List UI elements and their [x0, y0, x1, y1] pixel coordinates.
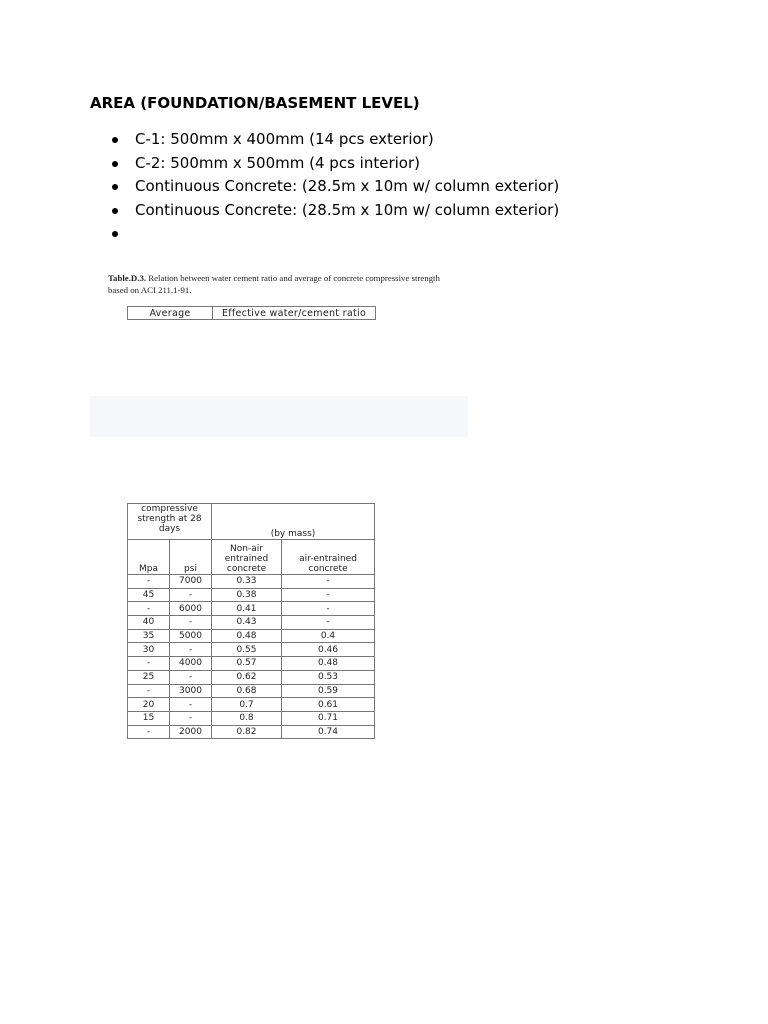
table-cell: - — [170, 711, 212, 725]
table-cell: 35 — [128, 629, 170, 643]
table-row — [128, 657, 375, 671]
table-cell: - — [282, 588, 375, 602]
table-cell: 0.41 — [212, 602, 282, 616]
list-item-text: C-1: 500mm x 400mm (14 pcs exterior) — [135, 130, 434, 148]
table-cell: - — [170, 616, 212, 630]
table-cell: - — [282, 575, 375, 589]
table-cell: 7000 — [170, 575, 212, 589]
header-table — [127, 306, 376, 320]
table-body — [128, 575, 375, 739]
table-cell: - — [170, 698, 212, 712]
table-cell: 40 — [128, 616, 170, 630]
table-cell: 20 — [128, 698, 170, 712]
table-cell: - — [128, 657, 170, 671]
table-row — [128, 725, 375, 739]
list-item — [110, 175, 559, 199]
table-cell: 0.59 — [282, 684, 375, 698]
list-item — [110, 222, 559, 246]
bullet-icon — [112, 161, 118, 167]
table-cell: 0.38 — [212, 588, 282, 602]
header-psi: psi — [170, 540, 212, 575]
table-cell: - — [282, 616, 375, 630]
table-cell: - — [282, 602, 375, 616]
table-cell: 0.53 — [282, 670, 375, 684]
table-cell: 0.82 — [212, 725, 282, 739]
table-cell: - — [170, 643, 212, 657]
table-row — [128, 711, 375, 725]
table-cell: - — [128, 575, 170, 589]
table-cell: 5000 — [170, 629, 212, 643]
list-item-text: C-2: 500mm x 500mm (4 pcs interior) — [135, 153, 420, 172]
list-item — [110, 199, 559, 223]
header-by-mass: (by mass) — [212, 504, 375, 540]
table-cell: - — [128, 684, 170, 698]
header-non-air-entrained: Non-air entrained concrete — [212, 540, 282, 575]
list-item — [110, 128, 559, 152]
table-cell: 0.68 — [212, 684, 282, 698]
table-row — [128, 684, 375, 698]
strength-table — [127, 503, 375, 739]
bullet-icon — [112, 231, 118, 237]
table-caption — [108, 272, 440, 296]
header-mpa: Mpa — [128, 540, 170, 575]
table-cell: 0.33 — [212, 575, 282, 589]
section-heading: AREA (FOUNDATION/BASEMENT LEVEL) — [90, 94, 420, 112]
list-item — [110, 152, 559, 176]
header-compressive-strength: compressive strength at 28 days — [128, 504, 212, 540]
table-cell: 2000 — [170, 725, 212, 739]
table-cell: 0.74 — [282, 725, 375, 739]
list-item-text: Continuous Concrete: (28.5m x 10m w/ column exterior) — [135, 177, 560, 196]
table-cell: 0.48 — [282, 657, 375, 671]
bullet-icon — [112, 184, 118, 190]
caption-label: Table.D.3. — [108, 273, 147, 283]
table-cell: 0.71 — [282, 711, 375, 725]
table-row — [128, 616, 375, 630]
table-row — [128, 588, 375, 602]
caption-text: Relation between water cement ratio and average of concrete compressive strength — [146, 273, 440, 283]
table-cell: 0.48 — [212, 629, 282, 643]
table-row — [128, 698, 375, 712]
header-effective-ratio: Effective water/cement ratio — [213, 307, 376, 320]
table-cell: 4000 — [170, 657, 212, 671]
table-cell: 45 — [128, 588, 170, 602]
table-cell: 6000 — [170, 602, 212, 616]
table-cell: 0.55 — [212, 643, 282, 657]
header-average: Average — [128, 307, 213, 320]
table-cell: 0.7 — [212, 698, 282, 712]
table-row — [128, 670, 375, 684]
table-cell: 0.4 — [282, 629, 375, 643]
table-cell: 15 — [128, 711, 170, 725]
table-cell: 0.43 — [212, 616, 282, 630]
table-cell: 30 — [128, 643, 170, 657]
table-cell: - — [128, 725, 170, 739]
table-row — [128, 643, 375, 657]
table-row — [128, 575, 375, 589]
table-cell: 3000 — [170, 684, 212, 698]
table-cell: 25 — [128, 670, 170, 684]
column-list — [110, 128, 559, 246]
bullet-icon — [112, 208, 118, 214]
table-row — [128, 602, 375, 616]
table-cell: - — [170, 588, 212, 602]
table-cell: 0.62 — [212, 670, 282, 684]
table-cell: - — [170, 670, 212, 684]
table-row — [128, 629, 375, 643]
table-cell: 0.57 — [212, 657, 282, 671]
header-air-entrained: air-entrained concrete — [282, 540, 375, 575]
shaded-band — [90, 396, 468, 437]
list-item-text: Continuous Concrete: (28.5m x 10m w/ column exterior) — [135, 200, 560, 219]
table-cell: 0.8 — [212, 711, 282, 725]
bullet-icon — [112, 137, 118, 143]
caption-line2: based on ACI 211.1-91. — [108, 285, 192, 295]
table-cell: 0.61 — [282, 698, 375, 712]
table-cell: 0.46 — [282, 643, 375, 657]
table-cell: - — [128, 602, 170, 616]
